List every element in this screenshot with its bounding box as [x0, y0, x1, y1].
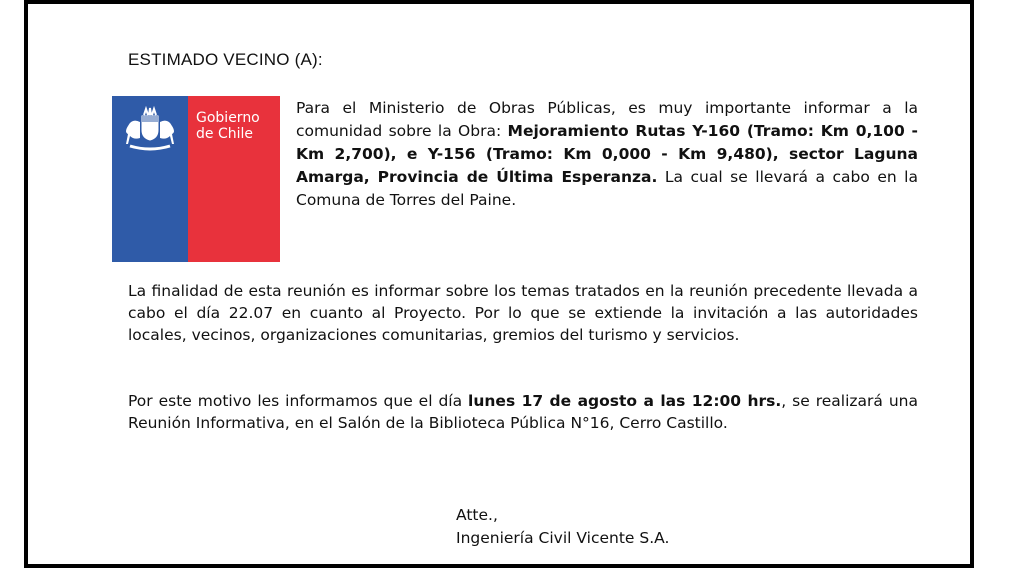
greeting: ESTIMADO VECINO (A):: [128, 50, 323, 69]
logo-red-panel: [188, 96, 280, 262]
logo-wordmark: [196, 110, 260, 142]
signoff: Atte.,: [456, 506, 498, 524]
meeting-date: lunes 17 de agosto a las 12:00 hrs.: [468, 392, 782, 410]
letter-page: [24, 0, 974, 568]
logo-blue-panel: [112, 96, 188, 262]
signer-name: Ingeniería Civil Vicente S.A.: [456, 529, 670, 547]
intro-paragraph: [296, 97, 918, 212]
gobierno-de-chile-logo: [112, 96, 280, 262]
meeting-text-1: Por este motivo les informamos que el día: [128, 392, 469, 410]
logo-line-1: Gobierno: [196, 110, 260, 126]
intro-text-1: Para el Ministerio de Obras Públicas, es muy importante informar a la comunidad sobre la Obra:: [296, 99, 918, 140]
signature-block: [456, 504, 669, 550]
chile-coat-of-arms-icon: [120, 106, 180, 152]
project-name: Mejoramiento Rutas Y-160 (Tramo: Km 0,100 - Km 2,700), e Y-156 (Tramo: Km 0,000 - Km 9,480), sector Laguna Amarga, Provincia de Última Esperanza.: [296, 122, 918, 186]
intro-text-2: La cual se llevará a cabo en la Comuna de Torres del Paine.: [296, 168, 918, 209]
logo-line-2: de Chile: [196, 126, 253, 142]
meeting-text-2: , se realizará una Reunión Informativa, en el Salón de la Biblioteca Pública N°16, Cerro Castillo.: [128, 392, 918, 432]
purpose-paragraph: La finalidad de esta reunión es informar sobre los temas tratados en la reunión precedente llevada a cabo el día 22.07 en cuanto al Proyecto. Por lo que se extiende la invitación a las autoridades locales, vecinos, organizaciones comunitarias, gremios del turismo y servicios.: [128, 282, 918, 344]
meeting-paragraph: [128, 390, 918, 434]
